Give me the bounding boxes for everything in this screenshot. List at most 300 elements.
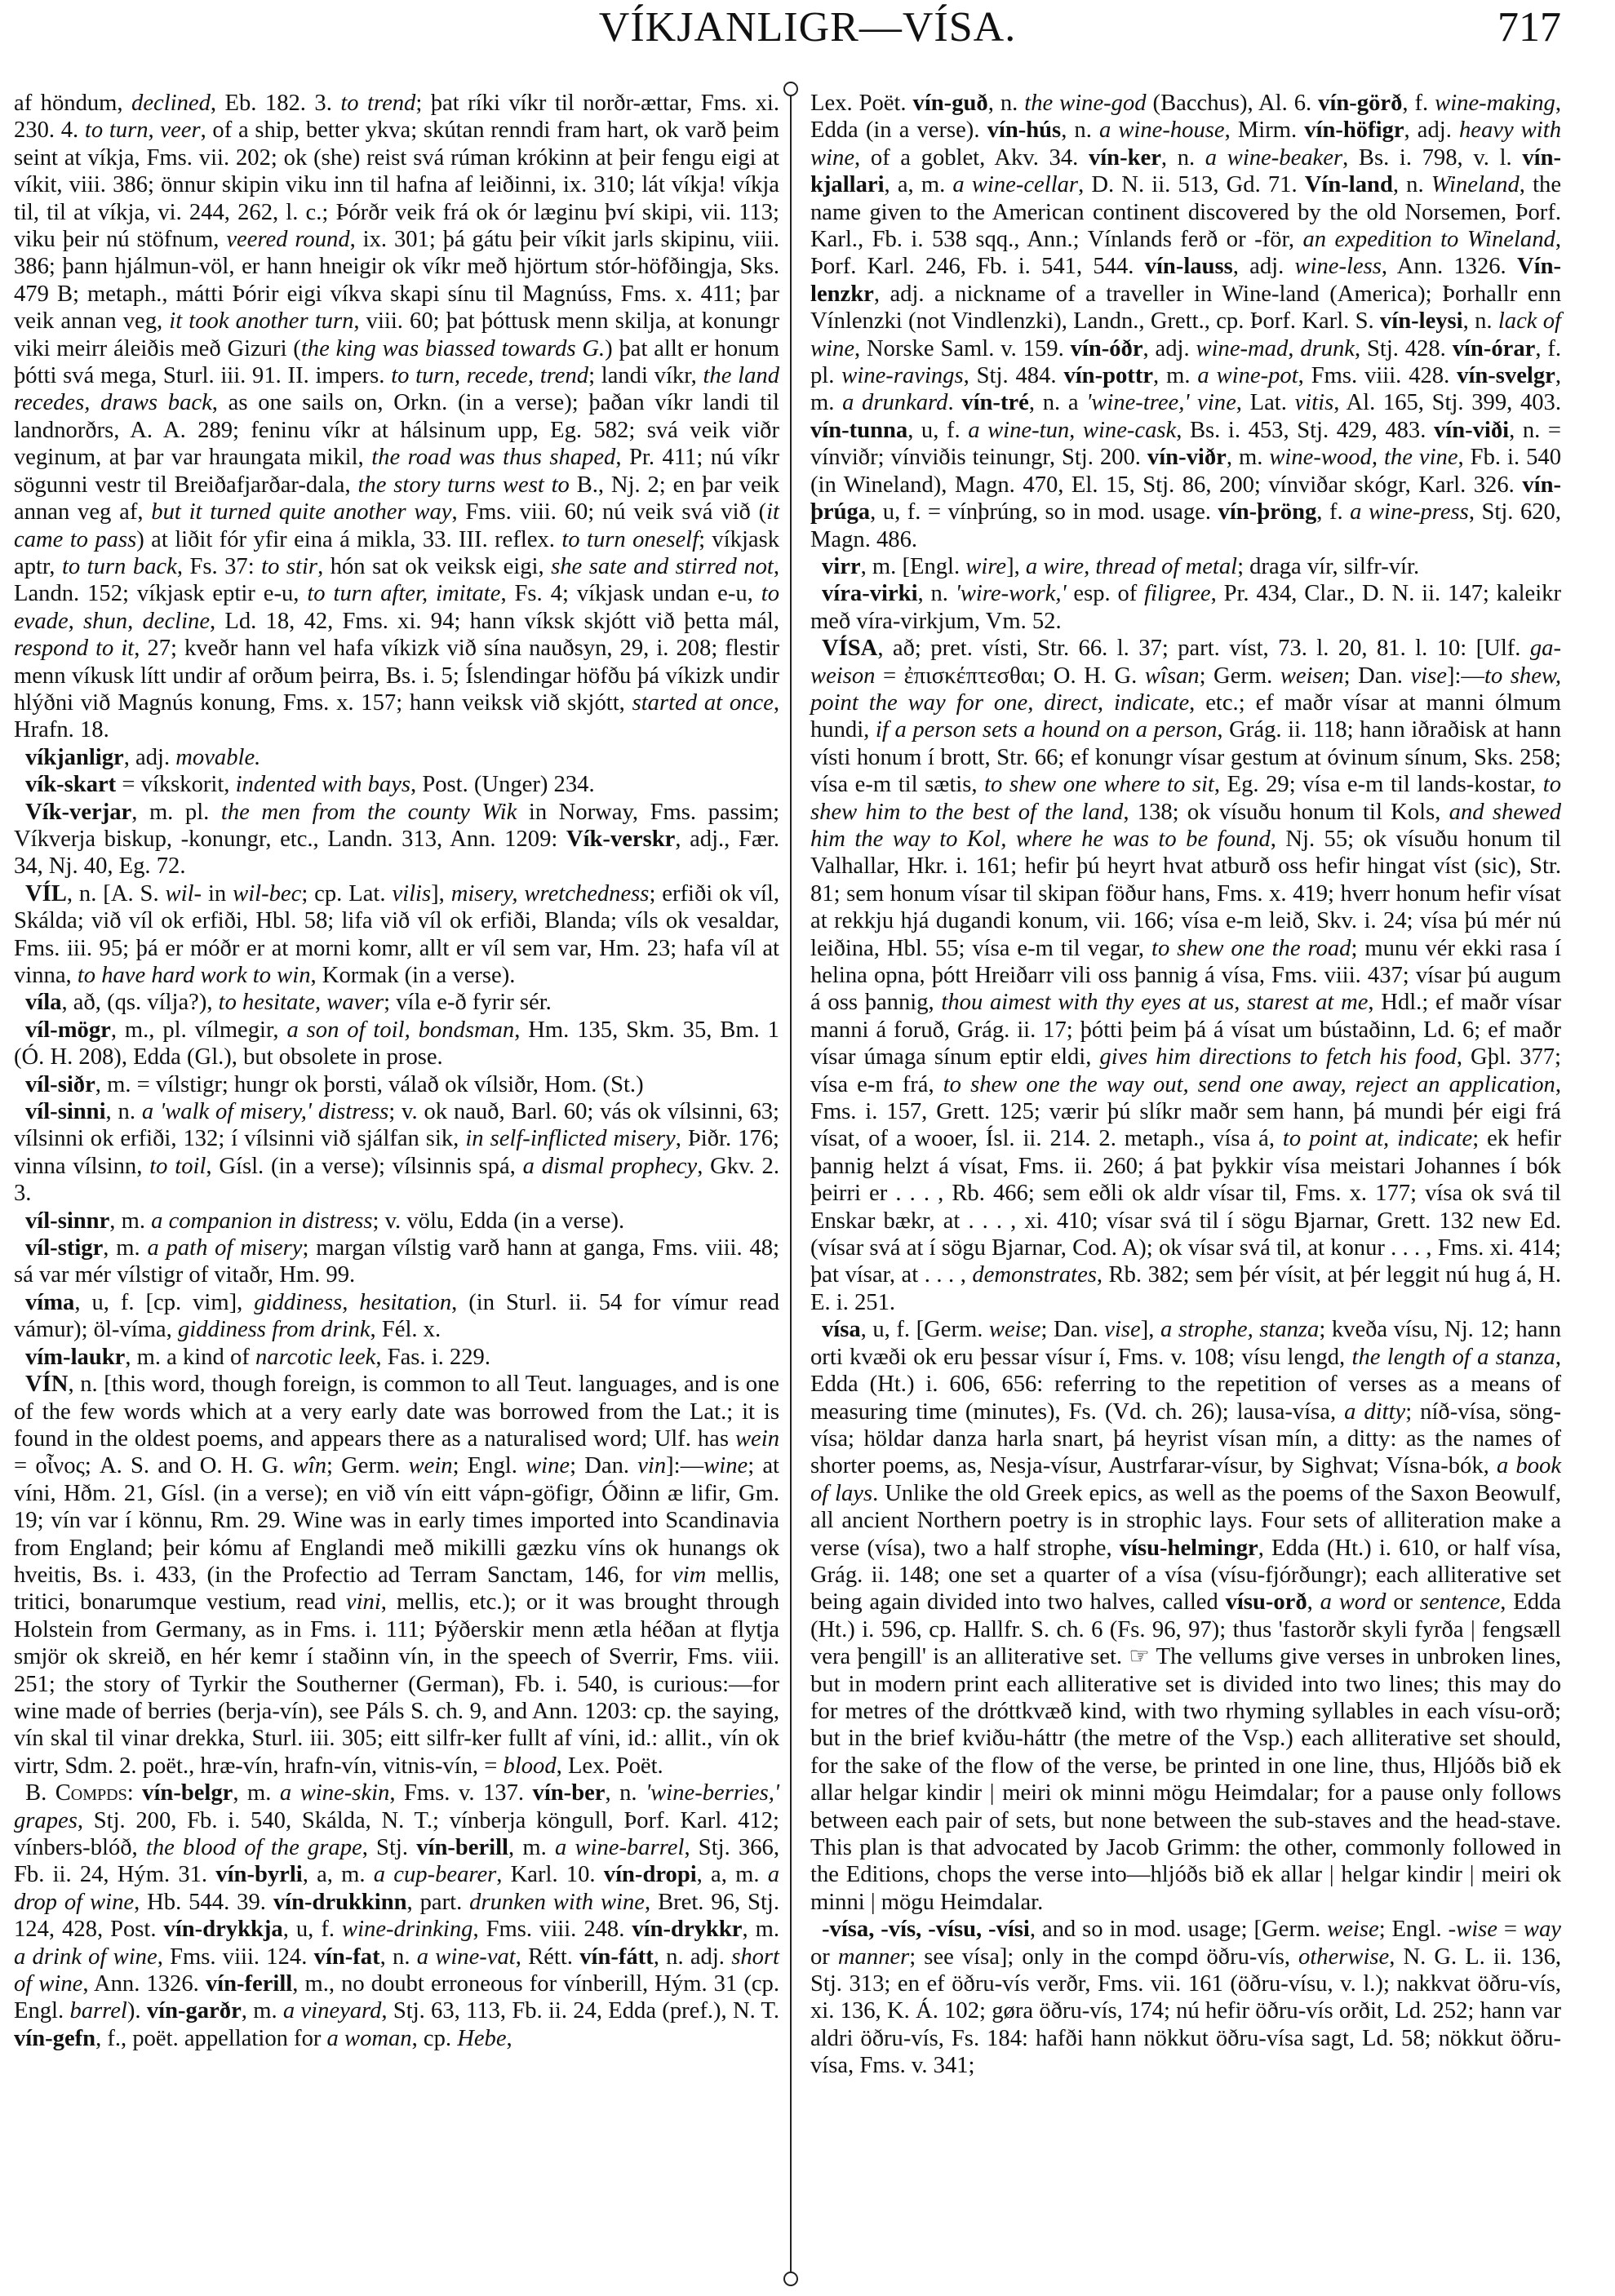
headword: víma [25,1289,75,1315]
headword: vín-leysi [1379,308,1463,335]
entry-text: , adj. [123,744,176,770]
gloss: to turn, recede, trend [391,363,589,389]
entry-text: , Rb. 382; sem þér vísit, at þér leggit nú hug á, H. E. i. 251. [810,1262,1561,1315]
gloss: wine-making [1435,91,1555,116]
entry-text: = ἐπισκέπτεσθαι; O. H. G. [875,663,1145,689]
gloss: to shew one the road [1151,935,1351,961]
entry-text: , n. [605,1780,646,1806]
entry-text: , of a goblet, Akv. 34. [854,144,1089,171]
entry-text: ) þat allt er honum þótti svá mega, Sturl. iii. 91. II. impers. [14,335,779,389]
entry-text: ; v. ok nauð, Barl. 60; vás ok vílsinni, 63; vílsinni ok erfiði, 132; í vílsinni við sjálfan sik, [14,1099,779,1152]
gloss: the wine-god [1024,91,1147,116]
headword: -vísa, -vís, -vísu, -vísi [822,1917,1030,1943]
entry-text: ], [431,880,451,906]
entry-text: , m. = vílstigr; hungr ok þorsti, válað ok vílsiðr, Hom. (St.) [95,1071,644,1097]
entry-text: , m. [1153,363,1198,389]
entry-text: Lex. Poët. [810,91,913,116]
gloss: if a person sets a hound on a person [875,717,1218,743]
gloss: sentence [1419,1589,1501,1616]
headword: vín-fat [313,1944,380,1970]
gloss: misery, wretchedness [450,880,650,906]
gloss: a wire, thread of metal [1025,553,1238,579]
headword: vín-svelgr [1457,363,1555,389]
entry-text: , a, m. [696,1862,768,1888]
headword: víl-stigr [25,1235,104,1261]
gloss: the length of a stanza [1351,1344,1555,1370]
entry-text: ; margan vílstig varð hann at ganga, Fms. viii. 48; sá var mér vílstigr of vitaðr, Hm. 99. [14,1235,779,1288]
entry-text: ]:— [1446,663,1485,689]
entry-text: = víkskorit, [116,772,236,798]
headword: vín-dropi [603,1862,697,1888]
dictionary-entry [14,744,779,771]
entry-text: , f. [1402,91,1435,116]
gloss: the story turns west to [357,472,570,498]
gloss: otherwise [1298,1944,1390,1970]
gloss: a cup-bearer [373,1862,497,1888]
headword: Vín-lenzkr [810,254,1561,307]
entry-text: , n. = vínviðr; vínviðis teinungr, Stj. 200. [810,417,1561,471]
headword: VÍSA [822,636,878,662]
gloss: the road was thus shaped [371,445,616,471]
entry-text: , Karl. 10. [496,1862,604,1888]
entry-text: ; þat ríki víkr til norðr-ættar, Fms. xi. 230. 4. [14,91,780,144]
gloss: wire [965,553,1007,579]
gloss: started at once [632,689,774,716]
gloss: 'wire-work,' [955,581,1067,607]
entry-text: , Fms. viii. 124. [157,1944,314,1970]
headword: vín-ferill [205,1971,293,1997]
headword: vín-lauss [1144,254,1233,280]
headword: vím-laukr [25,1344,126,1370]
gloss: vise [1104,1317,1141,1343]
entry-text: ; víkjask aptr, [14,526,780,579]
entry-text: ; ek hefir þannig helzt á vísat, Fms. ii. 260; á þat þykkir vísa meistari Johannes í bók þeirri er . . . , Rb. 466; sem eðli ok aldr vísar til, Fms. x. 177; vísa ok svá til Enskar bækr, at . . . , xi. 410; vísar svá til í sögu Bjarnar, Grett. 132 new Ed. (vísar svá at í sögu Bjarnar, Cod. A); ok vísar svá til, at konur . . . , Fms. xi. 414; þat vísar, at . . . , [810,1126,1561,1288]
entry-text: ; draga vír, silfr-vír. [1237,553,1420,579]
dictionary-entry [14,90,779,744]
entry-text: ; at víni, Hðm. 21, Gísl. (in a verse); en við vín eitt vápn-göfigr, Óðinn æ lifir, Gm. 19; vín var í könnu, Rm. 29. Wine was in early times imported into Scandinavia from England; þeir kómu af Englandi með mikilli gæzku víns ok hunangs ok hveitis, Bs. i. 433, (in the Profectio ad Terram Sanctam, 146, for [14,1453,780,1588]
headword: vín-tunna [810,417,908,443]
divider-ornament-icon [783,82,798,96]
gloss: a drunkard [842,390,948,416]
entry-text: , Eb. 182. 3. [210,91,341,116]
entry-text: , Fél. x. [370,1317,441,1343]
entry-text: ; Dan. [1040,1317,1105,1343]
dictionary-entry [810,635,1561,1316]
gloss: vilis [392,880,432,906]
entry-text: , Eg. 29; vísa e-m til lands-kostar, [1213,772,1543,798]
entry-text: , Fb. i. 540 (in Wineland), Magn. 470, El. 15, Stj. 86, 200; vínviðar skógr, Karl. 326. [810,445,1561,498]
dictionary-entry [14,1234,779,1289]
headword: víra-virki [822,581,918,607]
entry-text: , n. adj. [653,1944,732,1970]
entry-text: = [1497,1917,1524,1943]
entry-text: af höndum, [14,91,132,116]
entry-text: , Fms. v. 137. [389,1780,533,1806]
entry-text: , n. [987,91,1025,116]
divider-ornament-icon [783,2272,798,2286]
gloss: an expedition to Wineland [1302,227,1555,253]
entry-text: , m. [233,1780,280,1806]
entry-text: ; Germ. [1199,663,1280,689]
headword: vín-viðr [1147,445,1227,471]
dictionary-entry [14,1344,779,1371]
entry-text: ; Engl. [452,1453,526,1479]
gloss: respond to it [14,636,135,662]
gloss: to stir [261,553,318,579]
entry-text: , (in Sturl. ii. 54 for vímur read vámur); öl-víma, [14,1289,780,1343]
gloss: lack of wine [810,308,1561,361]
entry-text: , Rétt. [515,1944,580,1970]
gloss: wein [734,1425,779,1452]
entry-text: . [947,390,962,416]
entry-text: , adj. a nickname of a traveller in Wine-land (America); Þorhallr enn Vínlenzki (not Vindlenzki), Landn., Grett., cp. Þorf. Karl. S. [810,281,1561,335]
entry-text: , f. [1316,499,1351,525]
entry-text: : [126,1780,143,1806]
entry-text: , adj. [1142,335,1196,361]
gloss: a strophe, stanza [1160,1317,1320,1343]
entry-text: , m. a kind of [125,1344,255,1370]
entry-text: ; kveða vísu, Nj. 12; hann orti kvæði ok eru þessar vísur í, Fms. v. 108; vísu lengd, [810,1317,1562,1370]
gloss: a wine-tun, wine-cask [968,417,1177,443]
gloss: gives him directions to fetch his food [1099,1044,1457,1070]
gloss: it took another turn [169,308,354,335]
entry-text: , Fms. i. 157, Grett. 125; værir þú slíkr maðr sem hann, þá mundi þér eigi frá vísat, of a wooer, Ísl. ii. 214. 2. metaph., vísa á, [810,1071,1561,1152]
headword: vín-drukkinn [273,1889,407,1915]
dictionary-entry [14,1289,779,1344]
gloss: a word [1320,1589,1387,1616]
gloss: wine-less [1294,254,1382,280]
entry-text: , Bs. i. 798, v. l. [1342,144,1523,171]
gloss: the land recedes, draws back [14,363,779,416]
headword: vín-guð [912,91,988,116]
headword: vísa [822,1317,861,1343]
entry-text: esp. of [1066,581,1145,607]
entry-text: , að, (qs. vílja?), [61,990,219,1016]
entry-text: , Norske Saml. v. 159. [854,335,1071,361]
entry-text: , Þorf. Karl. 246, Fb. i. 541, 544. [810,227,1561,280]
headword: vín-viði [1433,417,1510,443]
entry-text: , Pr. 434, Clar., D. N. ii. 147; kaleikr með víra-virkjum, Vm. 52. [810,581,1561,634]
entry-text: ; v. völu, Edda (in a verse). [372,1208,625,1234]
gloss: a drop of wine [14,1862,779,1915]
gloss: giddiness, hesitation [254,1289,452,1315]
dictionary-entry [14,880,779,990]
entry-text: , ix. 301; þá gátu þeir víkit jarls skipinu, viii. 386; þann hjálmun-völ, er hann hneigir ok víkr með hjörtum stór-höfðingja, Sks. 479 B; metaph., mátti Þórir eigi víkva skapi sínu til Magnúss, Fms. x. 411; þar veik annan veg, [14,227,780,335]
headword: víla [25,990,62,1016]
dictionary-entry [810,580,1561,635]
gloss: weisen [1280,663,1344,689]
entry-text: , m., no doubt erroneous for vínberill, Hým. 31 (cp. Engl. [14,1971,779,2024]
entry-text: ) at liðit fór yfir eina á mikla, 33. III. reflex. [136,526,562,552]
gloss: Wineland [1431,172,1520,198]
gloss: indented with bays [235,772,411,798]
headword: vín-kjallari [810,144,1561,198]
entry-text: , 138; ok vísuðu honum til Kols, [1123,799,1449,825]
entry-text: ], [1006,553,1026,579]
entry-text: , u, f. [282,1917,343,1943]
entry-text: or [810,1944,838,1970]
gloss: wine-mad, drunk [1196,335,1355,361]
entry-text: , Kormak (in a verse). [310,963,516,988]
entry-text: , Hb. 544. 39. [134,1889,273,1915]
headword: vín-ker [1088,144,1161,171]
entry-text: , f. pl. [810,335,1562,389]
entry-text: , Stj. 200, Fb. i. 540, Skálda, N. T.; vínberja köngull, Þorf. Karl. 412; vínbers-blóð, [14,1807,779,1860]
headword: vín-berill [416,1835,508,1860]
entry-text: , m. [241,1998,283,2024]
gloss: blood [503,1753,557,1779]
gloss: wine [526,1453,570,1479]
gloss: a ditty [1344,1398,1406,1425]
entry-text: , n. a [1028,390,1087,416]
page-number: 717 [1497,4,1561,51]
entry-text: , [1307,1589,1320,1616]
gloss: vin [637,1453,667,1479]
headword: Vín-land [1304,172,1393,198]
gloss: vitis [1294,390,1334,416]
entry-text: ; Dan. [570,1453,638,1479]
gloss: wine-ravings [841,363,964,389]
entry-text: , Gísl. (in a verse); vílsinnis spá, [206,1153,523,1179]
gloss: it came to pass [14,499,779,552]
gloss: to hesitate, waver [218,990,384,1016]
entry-text: , Grág. ii. 118; hann iðraðisk at hann vísti honum í brott, Str. 66; ef konungr vísar gestum at óvinum sínum, Sks. 258; vísa e-m til sætis, [810,717,1561,798]
entry-text: , Fms. viii. 428. [1298,363,1457,389]
entry-text: , part. [406,1889,470,1915]
gloss: vise [1410,663,1447,689]
gloss: vim [672,1562,707,1588]
gloss: veered round [226,227,350,253]
page-title: VÍKJANLIGR—VÍSA. [598,4,1017,51]
entry-text: , Stj. 484. [963,363,1064,389]
entry-text: , Bret. 96, Stj. 124, 428, Post. [14,1889,780,1943]
entry-text: , adj. [1232,254,1295,280]
gloss: and shewed him the way to Kol, where he was to be found [810,799,1561,852]
headword: vík-skart [25,772,117,798]
entry-text: , adj., Fær. 34, Nj. 40, Eg. 72. [14,826,779,880]
running-head [0,3,1615,52]
entry-text: , Fms. viii. 60; nú veik svá við ( [451,499,767,525]
gloss: to turn after, imitate [307,581,501,607]
entry-text: , Edda (Ht.) i. 610, or half vísa, Grág. ii. 148; one set a quarter of a vísa (vísu-fjórðungr); each alliterative set being again divided into two halves, called [810,1535,1561,1616]
entry-text: , n. [1392,172,1431,198]
entry-text: ; Dan. [1343,663,1411,689]
entry-text: , 27; kveðr hann vel hafa víkizk við sína nauðsyn, 29, i. 208; flestir menn víkusk lítt undir af orðum þeirra, Bs. i. 5; Íslendingar höfðu þá víkizk undir hlýðni við Magnús konung, Fms. x. 157; hann veiksk við skjótt, [14,636,780,716]
dictionary-entry [810,553,1561,580]
entry-text: , Nj. 55; ok vísuðu honum til Valhallar, Hkr. i. 161; hefir þú heyrt hvat atburð oss hefir hingat víst (sic), Str. 81; sem honum vísar til skipan föður hans, Fms. x. 419; hverr honum hefir vísat at rekkju hjá dugandi konum, vii. 166; vísa e-m leið, Skv. i. 24; vísa þú mér nú leiðina, Hbl. 55; vísa e-m til vegar, [810,826,1562,961]
gloss: weise [1327,1917,1379,1943]
entry-text: , n. [1160,144,1205,171]
entry-text: , m. [810,363,1562,416]
headword: víl-siðr [25,1071,95,1097]
gloss: wil-bec [233,880,302,906]
entry-text: , Stj. [362,1835,417,1860]
gloss: short of wine [14,1944,779,1997]
gloss: narcotic leek [255,1344,376,1370]
gloss: a 'walk of misery,' distress [141,1099,389,1125]
entry-text: , Þiðr. 176; vinna vílsinn, [14,1126,779,1179]
entry-text: or [1386,1589,1420,1616]
entry-text: , Bs. i. 453, Stj. 429, 483. [1176,417,1434,443]
entry-text: ; víla e-ð fyrir sér. [384,990,552,1016]
entry-text: , as one sails on, Orkn. (in a verse); þaðan víkr landi til landnorðrs, A. A. 289; feninu víkr at hálsinum upp, Eg. 582; svá veik viðr veginum, at þar var hraungata mikil, [14,390,779,471]
entry-text: , Hrafn. 18. [14,689,779,743]
headword: Vík-verskr [566,826,676,852]
headword: vín-drykkja [163,1917,283,1943]
left-column [14,90,779,2052]
right-column [810,90,1561,2080]
entry-text: , Lat. [1236,390,1295,416]
gloss: a wine-barrel [554,1835,685,1860]
entry-text: (Bacchus), Al. 6. [1146,91,1319,116]
entry-text: , viii. 60; þat þóttusk menn skilja, at konungr viki meirr áleiðis með Gizuri ( [14,308,779,361]
dictionary-entry [14,799,779,880]
gloss: a son of toil, bondsman [286,1017,515,1043]
gloss: but it turned quite another way [151,499,452,525]
headword: vísu-helmingr [1119,1535,1258,1561]
entry-text: , Gþl. 377; vísa e-m frá, [810,1044,1561,1097]
entry-text: , Edda (Ht.) i. 596, cp. Hallfr. S. ch. 6 (Fs. 96, 97); thus 'fastorðr skyli fyrða | fengsæll vera þengill' is an alliterative set. ☞ The vellums give verses in unbroken lines, but in modern print each alliterative set is divided into two lines; this may do for metres of the dróttkvæð kind, with two rhyming syllables in each vísu-orð; but in the brief kviðu-háttr (the metre of the Vsp.) each alliterative set should, for the sake of the flow of the verse, be printed in one line, thus, Hljóðs bið ek allar helgar kindir | meiri ok minni mögu Heimdalar; for a pause only follows between each pair of sets, but none between the sub-staves and the head-stave. This plan is that advocated by Jacob Grimm: the other, commonly followed in the Editions, chops the verse into—hljóðs bið ek allar | helgar kindir | meiri ok minni | mögu Heimdalar. [810,1589,1561,1915]
entry-text: , Hm. 135, Skm. 35, Bm. 1 (Ó. H. 208), Edda (Gl.), but obsolete in prose. [14,1017,779,1070]
gloss: wine [703,1453,748,1479]
entry-text: , m., pl. vílmegir, [110,1017,287,1043]
entry-text: , m. [508,1835,555,1860]
entry-text: , Stj. 366, Fb. ii. 24, Hým. 31. [14,1835,779,1888]
entry-text: , cp. [411,2025,458,2051]
entry-text: , u, f. = vínþrúng, so in mod. usage. [870,499,1218,525]
headword: vín-ber [532,1780,606,1806]
entry-text: ). [126,1998,147,2024]
entry-text: ; níð-vísa, söng-vísa; höldar danza harla snart, þá heyrist vísan mín, a ditty: as the names of shorter poems, as, Nesja-vísur, Austrfarar-vísur, by Sighvat; Vísna-bók, [810,1398,1561,1479]
headword: víkjanligr [25,744,124,770]
entry-text: , m. pl. [131,799,221,825]
gloss: ga-weison [810,636,1561,689]
entry-text: , Stj. 620, Magn. 486. [810,499,1562,552]
gloss: to turn, veer [84,117,201,144]
gloss: to shew, point the way for one, direct, indicate [810,663,1562,716]
gloss: a wine-pot [1197,363,1298,389]
gloss: to evade, shun, decline [14,581,779,634]
entry-text: , n. [917,581,956,607]
entry-text: , a, m. [884,172,953,198]
entry-text: , of a ship, better ykva; skútan renndi fram hart, ok varð þeim seint at víkja, Fms. vii. 202; ok (she) reist svá rúman krókinn at þeir fengu eigi at víkit, viii. 386; önnur skipin viku inn til hafna af leiðinni, ix. 310; lát víkja! víkja til, til at víkja, vi. 244, 262, l. c.; Þórðr veik frá ok ór læginu því skipi, vii. 113; viku þeir nú stöfnum, [14,117,779,253]
entry-text: . Unlike the old Greek epics, as well as the poems of the Saxon Beowulf, all ancient Northern poetry is in strophic lays. Four sets of alliteration make a verse (vísa), two a half strophe, [810,1480,1561,1561]
entry-text: , að; pret. vísti, Str. 66. l. 37; part. víst, 73. l. 20, 81. l. 10: [Ulf. [877,636,1530,662]
gloss: to trend [340,91,416,116]
dictionary-entry [14,1208,779,1234]
gloss: heavy with wine [810,117,1561,171]
entry-text: ; erfiði ok víl, Skálda; við víl ok erfiði, Hbl. 58; lifa við víl ok erfiði, Blanda; víls ok vesaldar, Fms. iii. 95; þá er móðr er at morni komr, allt er víl sem var, Hm. 23; hafa víl at vinna, [14,880,780,988]
dictionary-entry [14,989,779,1016]
gloss: to shew one where to sit [984,772,1214,798]
gloss: a wine-press [1350,499,1469,525]
gloss: demonstrates [972,1262,1097,1288]
gloss: wîn [292,1453,326,1479]
entry-text: , n. [1061,117,1099,144]
entry-text: , Gkv. 2. 3. [14,1153,779,1207]
gloss: a woman [326,2025,412,2051]
entry-text: , Mirm. [1224,117,1305,144]
gloss: a dismal prophecy [522,1153,698,1179]
dictionary-entry [14,1071,779,1098]
dictionary-entry [810,90,1561,553]
entry-text: in Norway, Fms. passim; Víkverja biskup, -konungr, etc., Landn. 313, Ann. 1209: [14,799,780,852]
entry-text: , f., poët. appellation for [95,2025,327,2051]
column-divider [790,88,792,2275]
entry-text: = οἶνος; A. S. and O. H. G. [14,1453,293,1479]
entry-text: , n. [1462,308,1498,335]
entry-text: , etc.; ef maðr vísar at manni ólmum hundi, [810,689,1561,743]
headword: vín-höfigr [1304,117,1404,144]
entry-text: , Al. 165, Stj. 399, 403. [1333,390,1561,416]
entry-text: , Lex. Poët. [556,1753,663,1779]
entry-text: , n. [this word, though foreign, is common to all Teut. languages, and is one of the few words which at a very early date was borrowed from the Lat.; it is found in the oldest poems, and appears there as a naturalised word; Ulf. has [14,1372,779,1452]
entry-text: , D. N. ii. 513, Gd. 71. [1078,172,1305,198]
headword: vín-pottr [1063,363,1154,389]
dictionary-entry [14,1098,779,1208]
gloss: to point at, indicate [1282,1126,1473,1152]
entry-text: mellis, tritici, bonarumque vestium, read [14,1562,779,1616]
gloss: a vineyard [282,1998,382,2024]
gloss: 'wine-berries,' grapes [14,1780,780,1833]
dictionary-entry [14,771,779,798]
gloss: manner [837,1944,910,1970]
entry-text: B., Nj. 2; en þar veik annan veg af, [14,472,779,525]
gloss: declined [131,91,211,116]
headword: víl-sinni [25,1099,106,1125]
gloss: filigree [1144,581,1211,607]
dictionary-entry [810,1316,1561,1916]
entry-text: ; Engl. [1378,1917,1449,1943]
gloss: in self-inflicted misery [465,1126,676,1152]
headword: virr [822,553,861,579]
gloss: vini [345,1589,381,1616]
entry-text: , Ann. 1326. [82,1971,206,1997]
gloss: thou aimest with thy eyes at us, starest at me [941,990,1369,1016]
gloss: to turn back [61,553,177,579]
entry-text: , m. [1226,445,1270,471]
gloss: wil- [165,880,202,906]
entry-text: , Stj. 63, 113, Fb. ii. 24, Edda (pref.), N. T. [381,1998,779,2024]
entry-text: , mellis, etc.); or it was brought through Holstein from Germany, as in Fms. i. 111; Þýðerskir menn ætla héðan at flytja smjör ok skreið, en hér kemr í staðinn vín, in the speech of Sverrir, Fms. viii. 251; the story of Tyrkir the Southerner (German), Fb. i. 540, is curious:—for wine made of berries (berja-vín), see Páls S. ch. 9, and Ann. 1203: cp. the saying, vín skal til vinar drekka, Sturl. iii. 305; eitt silfr-ker fullt af víni, id.: allit., vín ok virtr, Sdm. 2. poët., hræ-vín, hrafn-vín, vitnis-vín, = [14,1589,779,1779]
entry-text: ; cp. Lat. [301,880,393,906]
entry-text: , Edda (in a verse). [810,91,1562,144]
entry-text: , u, f. [Germ. [860,1317,989,1343]
headword: vísu-orð [1225,1589,1307,1616]
headword: vín-garðr [146,1998,242,2024]
entry-text: , the name given to the American continent discovered by the old Norsemen, Þorf. Karl., Fb. i. 538 sqq., Ann.; Vínlands ferð or -för, [810,172,1562,253]
headword: vín-gefn [14,2025,96,2051]
gloss: drunken with wine [469,1889,645,1915]
headword: VÍN [25,1372,69,1398]
entry-text: in [202,880,233,906]
entry-text: , Ld. 18, 42, Fms. xi. 94; hann víksk skjótt við þetta mál, [210,608,779,634]
gloss: a wine-skin [279,1780,390,1806]
gloss: to shew one the way out, send one away, reject an application [943,1071,1555,1097]
headword: vín-órar [1452,335,1536,361]
gloss: a drink of wine [14,1944,158,1970]
headword: vín-þrúga [810,472,1561,525]
entry-text: , Fms. viii. 248. [473,1917,632,1943]
entry-text: , hón sat ok veiksk eigi, [317,553,552,579]
entry-text: , m. [109,1208,152,1234]
gloss: to have hard work to win [77,963,311,988]
gloss: the men from the county Wik [220,799,517,825]
entry-text: , u, f. [cp. vim], [74,1289,255,1315]
gloss: a book of lays [810,1453,1562,1506]
gloss: 'wine-tree,' vine [1086,390,1236,416]
section-label: B. Compds [25,1780,127,1806]
